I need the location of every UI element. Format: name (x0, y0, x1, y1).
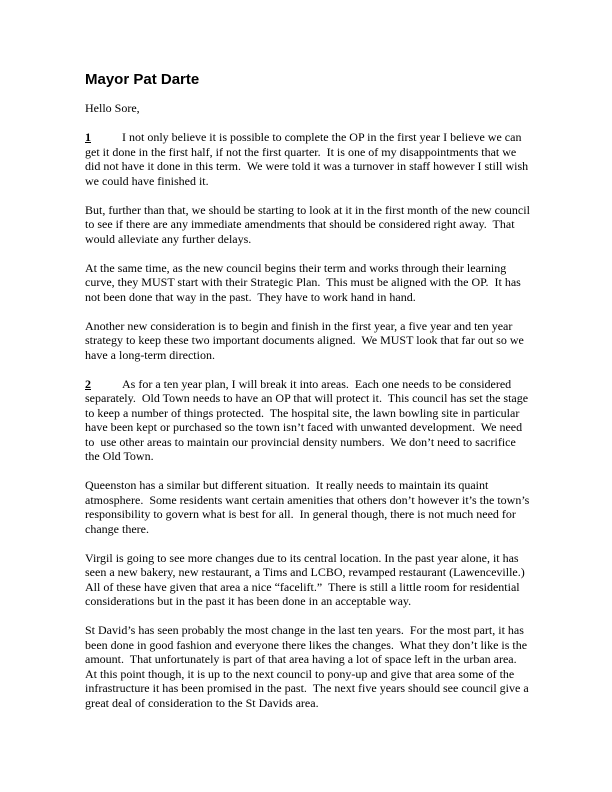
list-marker: 1 (85, 130, 91, 144)
greeting: Hello Sore, (85, 101, 140, 115)
paragraph: Another new consideration is to begin and finish in the first year, a five year and ten year strategy to keep these two important documents aligned. We MUST look that far out so we have a long-term direction. (85, 318, 527, 362)
paragraph: Queenston has a similar but different situation. It really needs to maintain its quaint atmosphere. Some residents want certain amenities that others don’t however it’s the town’s responsibility to govern what is best for all. In general though, there is not much need for change there. (85, 478, 533, 536)
body-paragraphs (85, 130, 532, 710)
list-marker: 2 (85, 376, 91, 391)
paragraph: Virgil is going to see more changes due to its central location. In the past year alone, it has seen a new bakery, new restaurant, a Tims and LCBO, revamped restaurant (Lawenceville.) All of these have given that area a nice “facelift.” There is still a little room for residential considerations but in the past it has been done in an acceptable way. (85, 550, 528, 608)
paragraph: 2 As for a ten year plan, I will break it into areas. Each one needs to be considered separately. Old Town needs to have an OP that will protect it. This council has set the stage to keep a number of things protected. The hospital site, the lawn bowling site in particular have been kept or purchased so the town isn’t faced with unwanted development. We need to use other areas to maintain our provincial density numbers. We don’t need to sacrifice the Old Town. (85, 376, 532, 463)
paragraph: 1 I not only believe it is possible to complete the OP in the first year I believe we can get it done in the first half, if not the first quarter. It is one of my disappointments that we did not have it done in this term. We were told it was a turnover in staff however I still wish we could have finished it. (85, 130, 532, 188)
paragraph: St David’s has seen probably the most change in the last ten years. For the most part, it has been done in good fashion and everyone there likes the changes. What they don’t like is the amount. That unfortunately is part of that area having a lot of space left in the urban area. At this point though, it is up to the next council to pony-up and give that area some of the infrastructure it has been promised in the past. The next five years should see council give a great deal of consideration to the St Davids area. (85, 623, 532, 710)
paragraph: At the same time, as the new council begins their term and works through their learning curve, they MUST start with their Strategic Plan. This must be aligned with the OP. It has not been done that way in the past. They have to work hand in hand. (85, 260, 524, 304)
document-title: Mayor Pat Darte (85, 71, 200, 88)
document-content (85, 72, 532, 725)
paragraph: But, further than that, we should be starting to look at it in the first month of the new council to see if there are any immediate amendments that should be considered right away. That would alleviate any further delays. (85, 202, 533, 246)
